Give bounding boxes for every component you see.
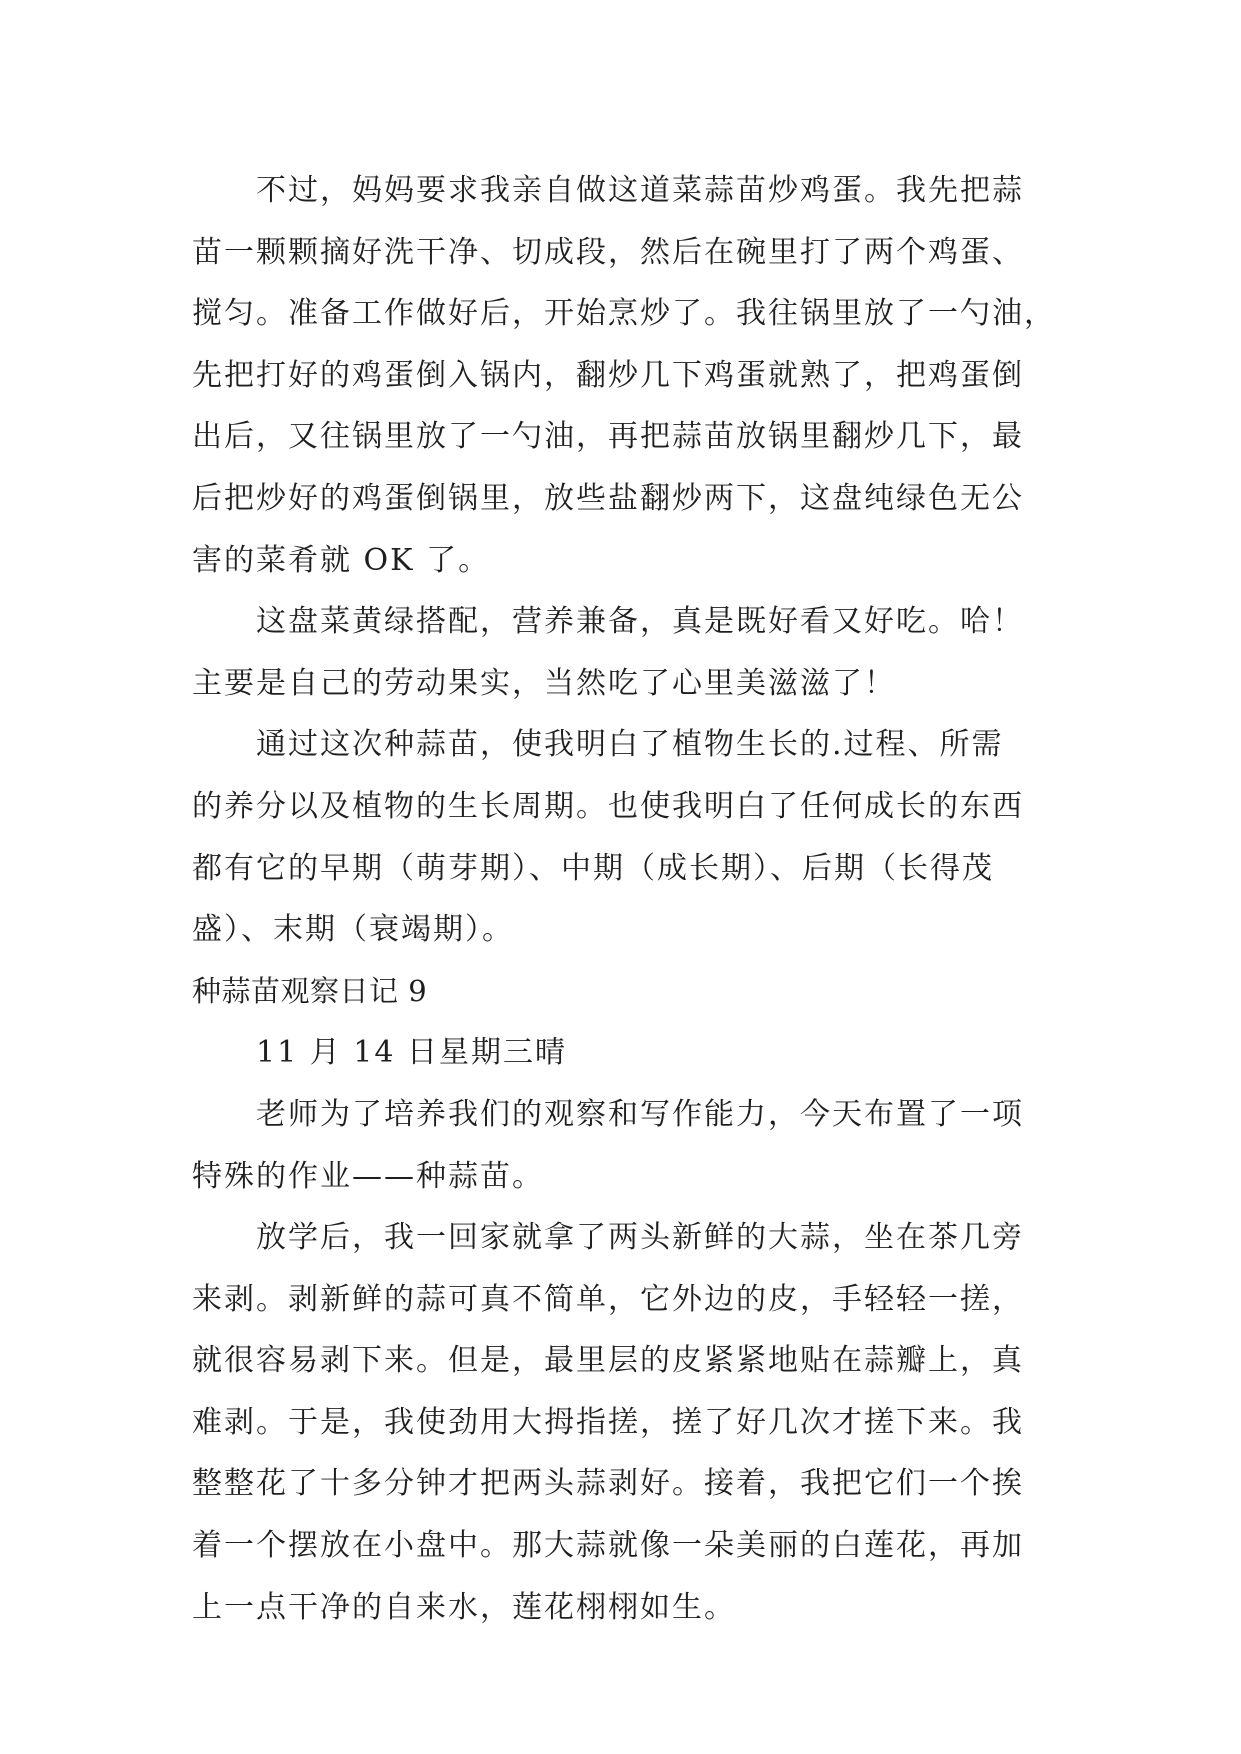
paragraph (192, 160, 1056, 591)
section-heading: 种蒜苗观察日记 9 (192, 973, 428, 1008)
text-line: 放学后，我一回家就拿了两头新鲜的大蒜，坐在茶几旁 (256, 1220, 1024, 1256)
text-line: 整整花了十多分钟才把两头蒜剥好。接着，我把它们一个挨 (192, 1466, 1024, 1502)
text-line: 盛）、末期（衰竭期）。 (192, 912, 514, 948)
text-line: 老师为了培养我们的观察和写作能力，今天布置了一项 (256, 1096, 1024, 1132)
text-line: 着一个摆放在小盘中。那大蒜就像一朵美丽的白莲花，再加 (192, 1528, 1024, 1564)
text-line: 都有它的早期（萌芽期）、中期（成长期）、后期（长得茂 (192, 850, 994, 886)
text-line: 通过这次种蒜苗，使我明白了植物生长的.过程、所需 (256, 727, 1004, 763)
text-line: 上一点干净的自来水，莲花栩栩如生。 (192, 1589, 736, 1625)
text-line: 这盘菜黄绿搭配，营养兼备，真是既好看又好吃。哈！ (256, 604, 1024, 640)
paragraph (192, 591, 1052, 714)
text-line: 害的菜肴就 OK 了。 (192, 542, 491, 578)
text-line: 特殊的作业——种蒜苗。 (192, 1158, 544, 1194)
text-line: 来剥。剥新鲜的蒜可真不简单，它外边的皮，手轻轻一搓， (192, 1281, 1024, 1317)
text-line: 搅匀。准备工作做好后，开始烹炒了。我往锅里放了一勺油， (192, 296, 1056, 332)
paragraph (192, 1207, 1052, 1638)
text-line: 出后，又往锅里放了一勺油，再把蒜苗放锅里翻炒几下，最 (192, 419, 1024, 455)
text-line: 不过，妈妈要求我亲自做这道菜蒜苗炒鸡蛋。我先把蒜 (256, 173, 1024, 208)
text-line: 难剥。于是，我使劲用大拇指搓，搓了好几次才搓下来。我 (192, 1404, 1024, 1440)
document-body (192, 160, 1056, 1638)
text-line: 的养分以及植物的生长周期。也使我明白了任何成长的东西 (192, 788, 1024, 824)
paragraph (192, 714, 1052, 960)
paragraph (192, 1084, 1052, 1207)
date-line: 11 月 14 日星期三晴 (256, 1035, 567, 1071)
text-line: 先把打好的鸡蛋倒入锅内，翻炒几下鸡蛋就熟了，把鸡蛋倒 (192, 357, 1024, 393)
text-line: 就很容易剥下来。但是，最里层的皮紧紧地贴在蒜瓣上，真 (192, 1343, 1024, 1379)
text-line: 主要是自己的劳动果实，当然吃了心里美滋滋了！ (192, 665, 896, 701)
text-line: 苗一颗颗摘好洗干净、切成段，然后在碗里打了两个鸡蛋、 (192, 234, 1024, 270)
text-line: 后把炒好的鸡蛋倒锅里，放些盐翻炒两下，这盘纯绿色无公 (192, 480, 1024, 516)
